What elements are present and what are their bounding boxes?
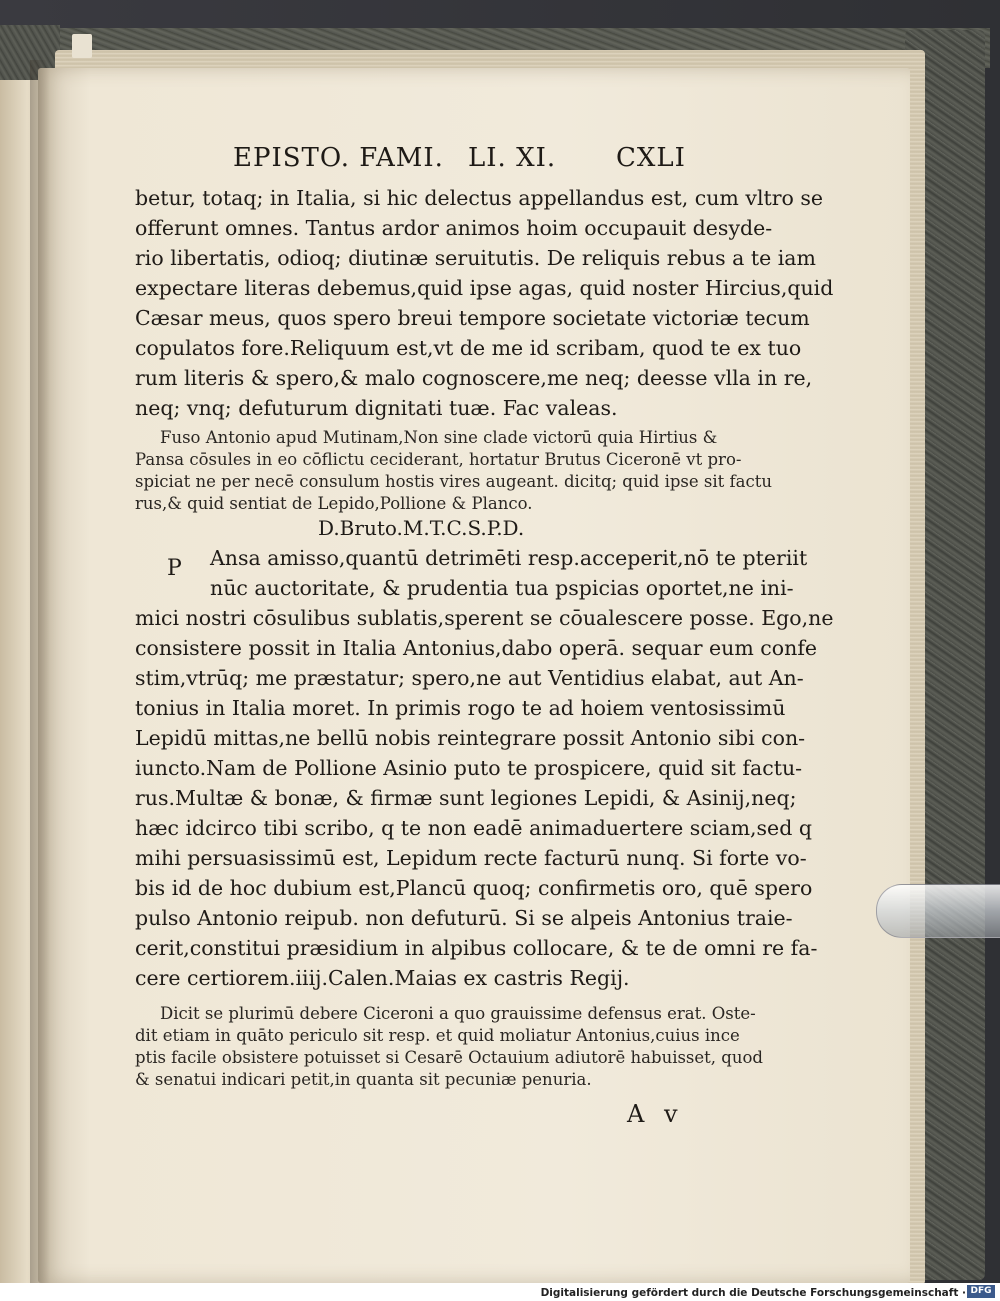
- text-line: rio libertatis, odioq; diutinæ seruitutis. De reliquis rebus a te iam: [135, 246, 816, 270]
- argument-line: rus,& quid sentiat de Lepido,Pollione & Planco.: [135, 494, 533, 513]
- text-line: cerit,constitui præsidium in alpibus collocare, & te de omni re fa-: [135, 936, 818, 960]
- argument-line: Pansa cōsules in eo cōflictu ceciderant, hortatur Brutus Ciceronē vt pro-: [135, 450, 742, 469]
- page-clip: [876, 884, 1000, 938]
- dfg-logo: DFG: [967, 1285, 995, 1298]
- argument-line: Fuso Antonio apud Mutinam,Non sine clade victorū quia Hirtius &: [160, 428, 718, 447]
- bookmark-tab: [72, 34, 92, 58]
- funding-credit: Digitalisierung gefördert durch die Deutsche Forschungsgemeinschaft ·: [540, 1287, 966, 1299]
- text-line: hæc idcirco tibi scribo, q te non eadē animaduertere sciam,sed q: [135, 816, 812, 840]
- running-header: [233, 143, 693, 179]
- text-line: Lepidū mittas,ne bellū nobis reintegrare possit Antonio sibi con-: [135, 726, 806, 750]
- text-line: tonius in Italia moret. In primis rogo te ad hoiem ventosissimū: [135, 696, 786, 720]
- header-book: LI. XI.: [468, 143, 557, 173]
- text-line: Cæsar meus, quos spero breui tempore societate victoriæ tecum: [135, 306, 810, 330]
- text-line: nūc auctoritate, & prudentia tua pspicias oportet,ne ini-: [210, 576, 794, 600]
- text-line: cere certiorem.iiij.Calen.Maias ex castris Regij.: [135, 966, 630, 990]
- header-left: EPISTO. FAMI.: [233, 143, 444, 173]
- text-line: offerunt omnes. Tantus ardor animos hoim occupauit desyde-: [135, 216, 773, 240]
- argument-line: spiciat ne per necē consulum hostis vires augeant. dicitq; quid ipse sit factu: [135, 472, 772, 491]
- gutter-shadow: [30, 60, 50, 1283]
- text-line: mici nostri cōsulibus sublatis,sperent se cōualescere posse. Ego,ne: [135, 606, 834, 630]
- argument-line: Dicit se plurimū debere Ciceroni a quo grauissime defensus erat. Oste-: [160, 1004, 756, 1023]
- text-line: bis id de hoc dubium est,Plancū quoq; confirmetis oro, quē spero: [135, 876, 813, 900]
- folio-number: CXLI: [616, 143, 686, 173]
- signature-mark: A v: [627, 1100, 684, 1128]
- text-line: pulso Antonio reipub. non defuturū. Si se alpeis Antonius traie-: [135, 906, 793, 930]
- argument-line: dit etiam in quāto periculo sit resp. et quid moliatur Antonius,cuius ince: [135, 1026, 740, 1045]
- text-line: stim,vtrūq; me præstatur; spero,ne aut Ventidius elabat, aut An-: [135, 666, 804, 690]
- initial-letter: P: [167, 556, 182, 581]
- text-line: neq; vnq; defuturum dignitati tuæ. Fac valeas.: [135, 396, 618, 420]
- text-line: Ansa amisso,quantū detrimēti resp.acceperit,nō te pteriit: [210, 546, 808, 570]
- text-line: consistere possit in Italia Antonius,dabo operā. sequar eum confe: [135, 636, 818, 660]
- salutation: D.Bruto.M.T.C.S.P.D.: [318, 516, 525, 540]
- text-line: rus.Multæ & bonæ, & firmæ sunt legiones Lepidi, & Asinij,neq;: [135, 786, 797, 810]
- text-line: iuncto.Nam de Pollione Asinio puto te prospicere, quid sit factu-: [135, 756, 803, 780]
- text-line: mihi persuasissimū est, Lepidum recte facturū nunq. Si forte vo-: [135, 846, 807, 870]
- argument-line: ptis facile obsistere potuisset si Cesarē Octauium adiutorē habuisset, quod: [135, 1048, 763, 1067]
- text-line: copulatos fore.Reliquum est,vt de me id scribam, quod te ex tuo: [135, 336, 802, 360]
- text-line: betur, totaq; in Italia, si hic delectus appellandus est, cum vltro se: [135, 186, 824, 210]
- text-line: rum literis & spero,& malo cognoscere,me neq; deesse vlla in re,: [135, 366, 813, 390]
- text-line: expectare literas debemus,quid ipse agas, quid noster Hircius,quid: [135, 276, 834, 300]
- argument-line: & senatui indicari petit,in quanta sit pecuniæ penuria.: [135, 1070, 592, 1089]
